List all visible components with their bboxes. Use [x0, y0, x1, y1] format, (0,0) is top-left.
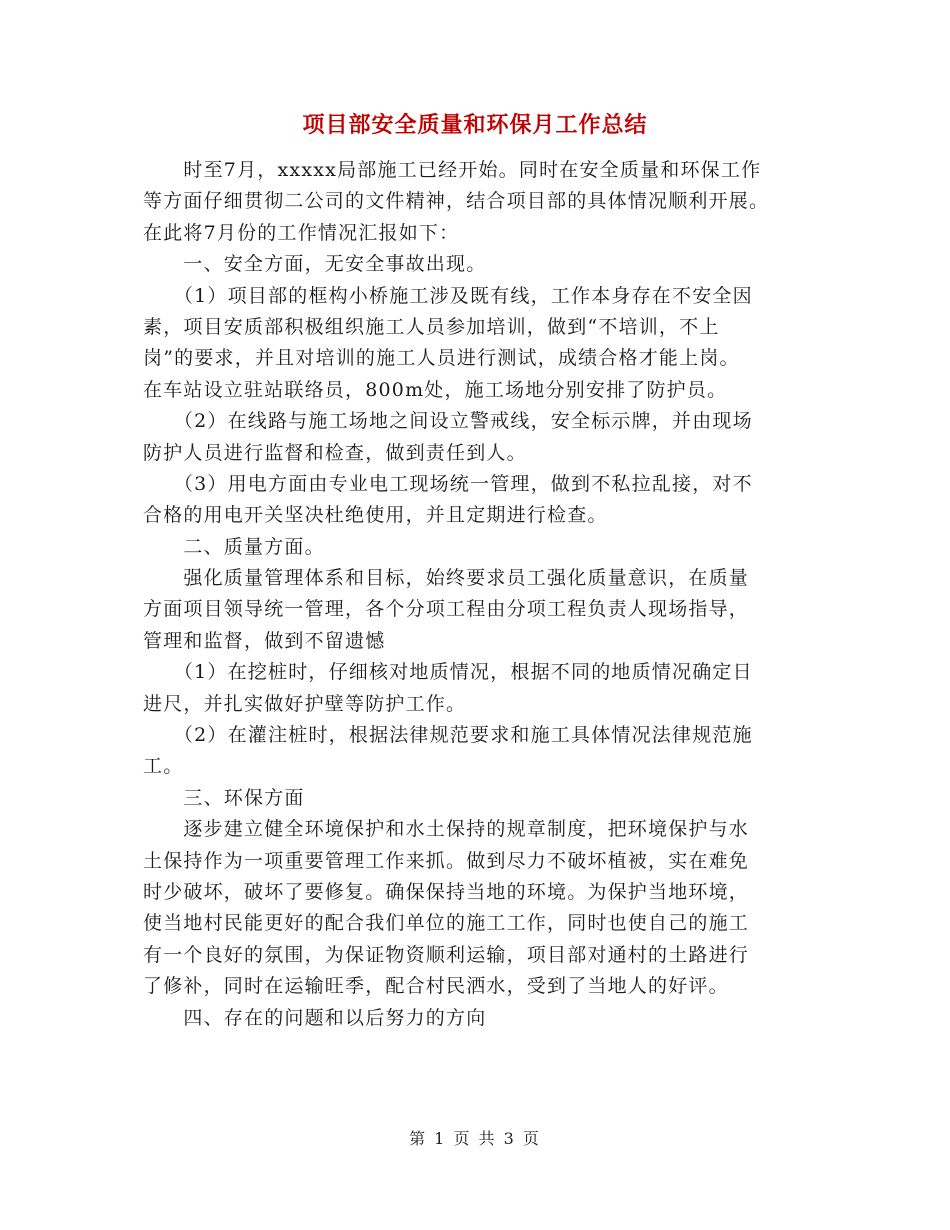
- body-line: （2）在线路与施工场地之间设立警戒线，安全标示牌，并由现场: [143, 410, 753, 433]
- body-line: （3）用电方面由专业电工现场统一管理，做到不私拉乱接，对不: [143, 472, 753, 495]
- body-line: 方面项目领导统一管理，各个分项工程由分项工程负责人现场指导，: [143, 598, 750, 621]
- body-line: 强化质量管理体系和目标，始终要求员工强化质量意识，在质量: [143, 567, 750, 590]
- body-line: 有一个良好的氛围，为保证物资顺利运输，项目部对通村的土路进行: [143, 943, 750, 966]
- body-line: 一、安全方面，无安全事故出现。: [143, 253, 487, 276]
- document-body: [143, 155, 811, 1034]
- body-line: 工。: [143, 755, 184, 778]
- body-line: 素，项目安质部积极组织施工人员参加培训，做到“不培训，不上: [143, 315, 720, 338]
- body-line: 岗”的要求，并且对培训的施工人员进行测试，成绩合格才能上岗。: [143, 347, 740, 370]
- body-line: （1）项目部的框构小桥施工涉及既有线，工作本身存在不安全因: [143, 284, 753, 307]
- body-line: 二、质量方面。: [143, 535, 325, 558]
- body-line: （1）在挖桩时，仔细核对地质情况，根据不同的地质情况确定日: [143, 661, 753, 684]
- body-line: 在车站设立驻站联络员，800m处，施工场地分别安排了防护员。: [143, 378, 728, 401]
- body-line: 了修补，同时在运输旺季，配合村民洒水，受到了当地人的好评。: [143, 975, 729, 998]
- body-line: 进尺，并扎实做好护壁等防护工作。: [143, 692, 467, 715]
- body-line: 使当地村民能更好的配合我们单位的施工工作，同时也使自己的施工: [143, 912, 750, 935]
- page-number: 第 1 页 共 3 页: [409, 1129, 541, 1148]
- body-line: 时少破坏，破坏了要修复。确保保持当地的环境。为保护当地环境，: [143, 880, 750, 903]
- body-line: 在此将7月份的工作情况汇报如下：: [143, 221, 460, 244]
- body-line: 等方面仔细贯彻二公司的文件精神，结合项目部的具体情况顺利开展。: [143, 190, 770, 213]
- body-line: 时至7月，xxxxx局部施工已经开始。同时在安全质量和环保工作: [143, 159, 762, 181]
- body-line: （2）在灌注桩时，根据法律规范要求和施工具体情况法律规范施: [143, 724, 753, 747]
- body-line: 逐步建立健全环境保护和水土保持的规章制度，把环境保护与水: [143, 818, 750, 841]
- body-line: 防护人员进行监督和检查，做到责任到人。: [143, 441, 527, 464]
- body-line: 合格的用电开关坚决杜绝使用，并且定期进行检查。: [143, 504, 608, 527]
- body-line: 管理和监督，做到不留遗憾: [143, 629, 386, 652]
- document-title: 项目部安全质量和环保月工作总结: [302, 112, 648, 138]
- body-line: 土保持作为一项重要管理工作来抓。做到尽力不破坏植被，实在难免: [143, 849, 750, 872]
- body-line: 四、存在的问题和以后努力的方向: [143, 1006, 487, 1029]
- body-line: 三、环保方面: [143, 786, 305, 809]
